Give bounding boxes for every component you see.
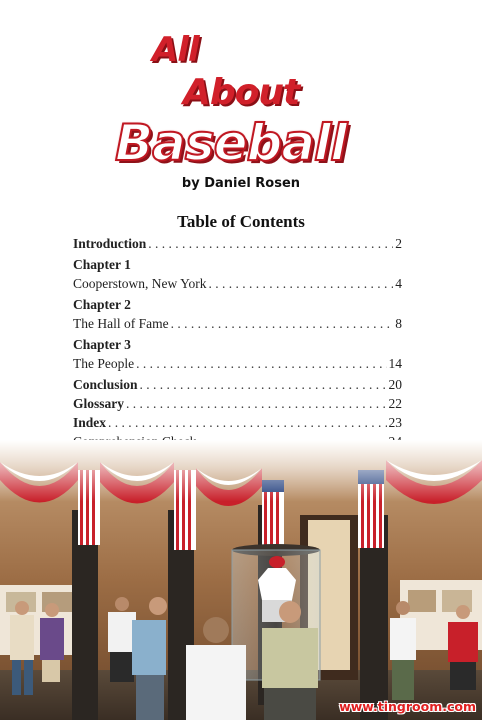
toc-page-number: 14 xyxy=(388,356,402,371)
toc-chapter-heading: Chapter 3 xyxy=(73,337,131,352)
toc-chapter-heading: Chapter 1 xyxy=(73,257,131,272)
toc-entry-label: Glossary xyxy=(73,396,125,411)
toc-page-number: 22 xyxy=(388,396,402,411)
table-of-contents xyxy=(73,234,402,451)
title-line-about: About xyxy=(183,72,300,113)
toc-entry-label: Introduction xyxy=(73,236,147,251)
toc-chapter-heading: Chapter 2 xyxy=(73,297,131,312)
toc-entry-label: Index xyxy=(73,415,107,430)
author-byline: by Daniel Rosen xyxy=(181,176,301,191)
dot-leader xyxy=(140,375,387,394)
toc-entry-index xyxy=(73,413,402,432)
toc-entry-chapter-1 xyxy=(73,274,402,293)
dot-leader xyxy=(136,354,386,373)
toc-page-number: 4 xyxy=(395,276,402,291)
toc-page-number: 23 xyxy=(388,415,402,430)
book-title xyxy=(0,0,482,200)
toc-page-number: 8 xyxy=(395,316,402,331)
dot-leader xyxy=(148,234,393,253)
toc-entry-chapter-3 xyxy=(73,354,402,373)
toc-entry-introduction xyxy=(73,234,402,253)
toc-page-number: 2 xyxy=(395,236,402,251)
title-line-all: All xyxy=(152,30,199,70)
toc-page-number: 20 xyxy=(388,377,402,392)
dot-leader xyxy=(209,274,394,293)
toc-heading: Table of Contents xyxy=(177,212,305,231)
watermark-text: www.tingroom.com xyxy=(339,699,476,714)
dot-leader xyxy=(126,394,386,413)
toc-entry-conclusion xyxy=(73,375,402,394)
toc-entry-label: Cooperstown, New York xyxy=(73,276,207,291)
dot-leader xyxy=(171,314,394,333)
title-line-baseball: Baseball xyxy=(115,114,347,172)
hall-of-fame-photo xyxy=(0,440,482,720)
toc-entry-label: Conclusion xyxy=(73,377,138,392)
toc-entry-chapter-2 xyxy=(73,314,402,333)
dot-leader xyxy=(108,413,386,432)
toc-entry-glossary xyxy=(73,394,402,413)
toc-entry-label: The Hall of Fame xyxy=(73,316,169,331)
toc-entry-label: The People xyxy=(73,356,135,371)
